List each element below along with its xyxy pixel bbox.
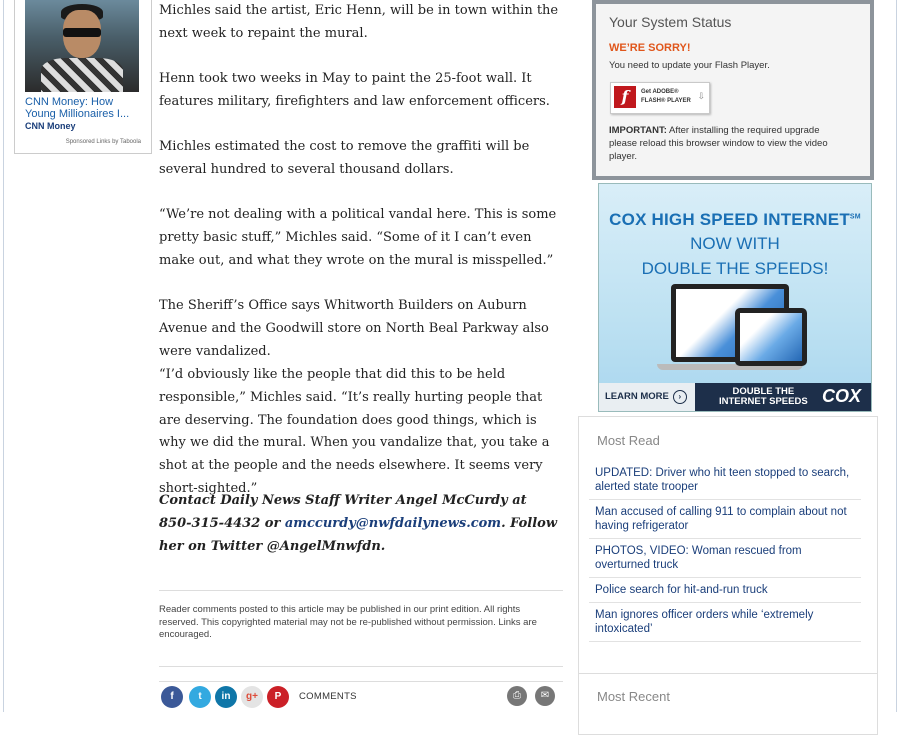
twitter-icon[interactable]: t <box>189 686 211 708</box>
most-read-item[interactable]: PHOTOS, VIDEO: Woman rescued from overturned truck <box>589 539 861 578</box>
ad-footer-bar <box>599 383 871 411</box>
sponsored-widget[interactable] <box>14 0 152 154</box>
print-icon[interactable]: ⎙ <box>507 686 527 706</box>
article-paragraph: “I’d obviously like the people that did this to be held responsible,” Michles said. “It’s really hurting people that are deserving. The foundation does good things, which is why we did the mural. When you vandalize that, you take a shot at the people and the needs elsewhere. It seems very short-sighted.” <box>159 367 550 496</box>
sponsored-thumbnail[interactable] <box>25 0 139 92</box>
contact-suffix: . Follow her on Twitter @AngelMnwfdn. <box>159 515 558 554</box>
email-icon[interactable]: ✉ <box>535 686 555 706</box>
copyright-notice: Reader comments posted to this article may be published in our print edition. All rights reserved. This copyrighted material may not be re-published without permission. Links are encouraged. <box>159 604 537 640</box>
flash-button-get: Get ADOBE® <box>641 89 679 95</box>
flash-logo-icon: f <box>614 86 636 108</box>
most-read-list <box>589 461 861 642</box>
ad-double-line2: INTERNET SPEEDS <box>719 396 808 407</box>
linkedin-icon[interactable]: in <box>215 686 237 708</box>
most-read-item[interactable]: Man accused of calling 911 to complain about not having refrigerator <box>589 500 861 539</box>
most-read-item[interactable]: Police search for hit-and-run truck <box>589 578 861 603</box>
comments-link[interactable]: COMMENTS <box>299 691 357 702</box>
most-recent-panel <box>578 673 878 735</box>
most-read-panel <box>578 416 878 674</box>
most-read-item[interactable]: Man ignores officer orders while ‘extremely intoxicated’ <box>589 603 861 642</box>
ad-double-line1: DOUBLE THE <box>732 386 795 397</box>
learn-more-label: LEARN MORE <box>605 391 669 402</box>
thumbnail-shirt <box>41 58 123 92</box>
ad-headline-text: COX HIGH SPEED INTERNET <box>609 210 850 229</box>
facebook-icon[interactable]: f <box>161 686 183 708</box>
important-label: IMPORTANT: <box>609 125 667 136</box>
google-plus-icon[interactable]: g+ <box>241 686 263 708</box>
page-border-left <box>3 0 4 712</box>
arrow-right-icon: › <box>673 390 687 404</box>
status-panel <box>596 4 870 176</box>
contact-prefix: Contact Daily News Staff Writer Angel McCurdy at 850-315-4432 or <box>159 493 527 531</box>
ad-headline <box>599 210 871 230</box>
share-bar <box>159 681 563 710</box>
status-title: Your System Status <box>609 14 732 30</box>
service-mark: SM <box>849 213 861 221</box>
ad-tagline: DOUBLE THE SPEEDS! <box>641 259 829 278</box>
status-sorry: WE’RE SORRY! <box>609 42 691 54</box>
author-email-link[interactable]: amccurdy@nwfdailynews.com <box>284 515 502 531</box>
cox-advertisement[interactable] <box>598 183 872 412</box>
status-important <box>609 124 839 163</box>
page-border-right <box>896 0 897 712</box>
status-message: You need to update your Flash Player. <box>609 60 770 71</box>
download-arrow-icon: ⇩ <box>697 91 705 101</box>
article-paragraph: Michles said the artist, Eric Henn, will be in town within the next week to repaint the mural. <box>159 3 559 41</box>
most-recent-title: Most Recent <box>597 689 670 704</box>
learn-more-button[interactable] <box>599 383 695 411</box>
article-paragraph: Michles estimated the cost to remove the graffiti will be several hundred to several thousand dollars. <box>159 139 530 177</box>
article-paragraph: The Sheriff’s Office says Whitworth Builders on Auburn Avenue and the Goodwill store on North Beal Parkway also were vandalized. <box>159 298 549 359</box>
get-flash-player-button[interactable] <box>610 82 710 114</box>
flash-button-player: FLASH® PLAYER <box>641 98 691 104</box>
thumbnail-sunglasses <box>63 28 101 37</box>
article-paragraph: “We’re not dealing with a political vandal here. This is some pretty basic stuff,” Michles said. “Some of it I can’t even make out, and what they wrote on the mural is misspelled.” <box>159 207 557 268</box>
article-paragraph: Henn took two weeks in May to paint the 25-foot wall. It features military, firefighters and law enforcement officers. <box>159 71 550 109</box>
system-status-box <box>592 0 874 180</box>
most-read-item[interactable]: UPDATED: Driver who hit teen stopped to search, alerted state trooper <box>589 461 861 500</box>
sponsored-headline[interactable]: CNN Money: How Young Millionaires I... <box>25 96 130 120</box>
tablet-screen <box>740 313 802 361</box>
sponsored-credit[interactable]: Sponsored Links by Taboola <box>65 139 141 145</box>
author-contact <box>159 490 559 558</box>
pinterest-icon[interactable]: P <box>267 686 289 708</box>
ad-subheadline: NOW WITH <box>690 234 780 253</box>
tablet-image <box>735 308 807 366</box>
most-read-title: Most Read <box>597 433 660 448</box>
sponsored-source[interactable]: CNN Money <box>25 121 76 131</box>
important-text: After installing the required upgrade please reload this browser window to view the video player. <box>609 125 828 162</box>
divider <box>159 666 563 667</box>
divider <box>159 590 563 591</box>
ad-double-speeds <box>719 387 808 407</box>
cox-logo: COX <box>821 386 861 406</box>
